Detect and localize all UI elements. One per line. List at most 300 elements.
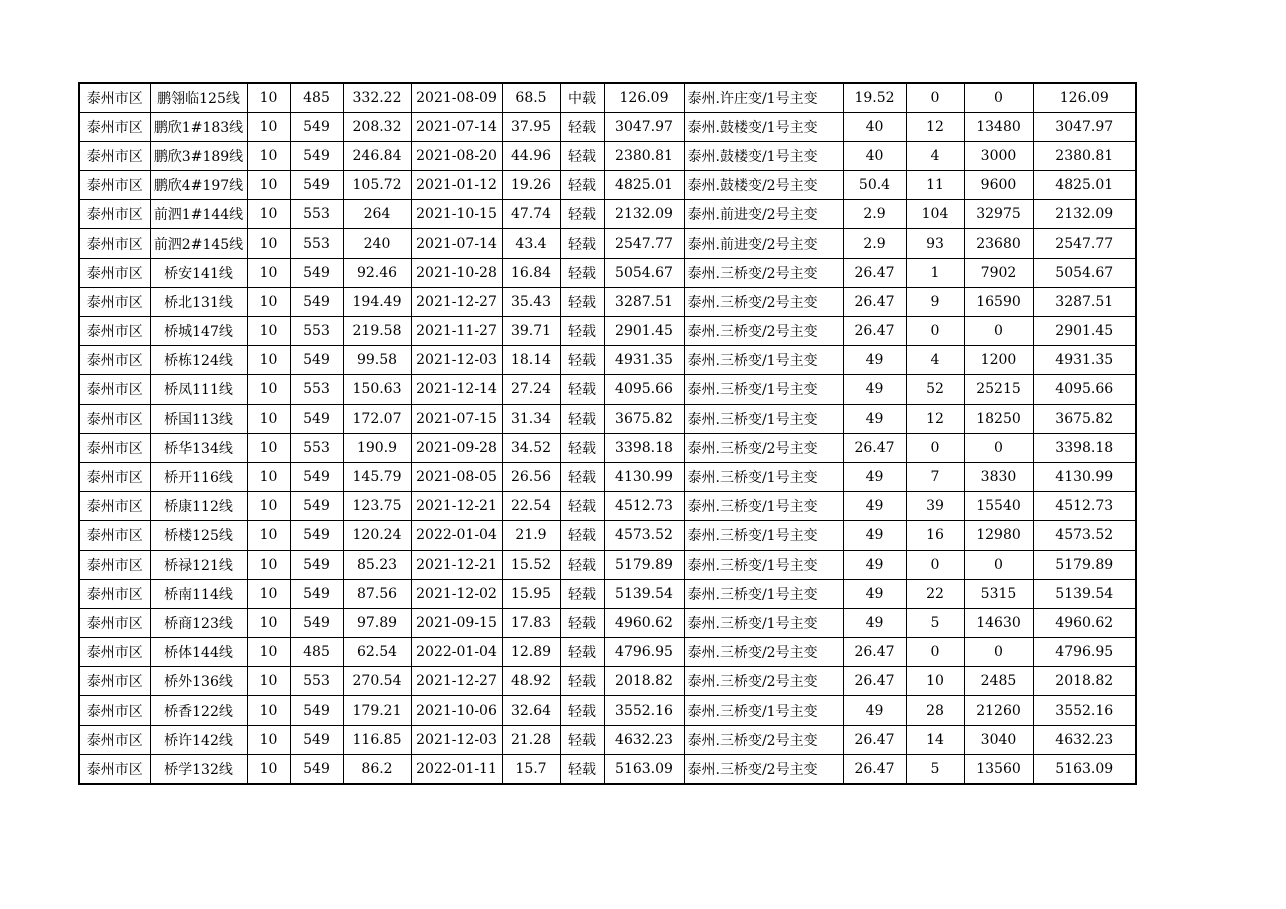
cell-line-name: 桥南114线 [150,579,247,608]
cell-region: 泰州市区 [79,608,150,637]
cell-load-rate: 15.7 [502,754,560,783]
cell-load-rate: 27.24 [502,375,560,404]
cell-transformer-load-rate: 26.47 [843,667,906,696]
cell-transformer-load-rate: 19.52 [843,83,906,112]
cell-remaining-capacity: 4796.95 [1033,638,1136,667]
cell-max-current: 92.46 [343,258,411,287]
cell-load-status: 轻载 [560,492,604,521]
cell-max-current: 120.24 [343,521,411,550]
table-row [79,287,1136,316]
cell-line-name: 桥国113线 [150,404,247,433]
cell-transformer-load-rate: 49 [843,579,906,608]
cell-installed-capacity: 3040 [964,725,1033,754]
cell-voltage: 10 [247,725,290,754]
cell-line-name: 鹏欣4#197线 [150,171,247,200]
cell-load-status: 轻载 [560,375,604,404]
cell-max-date: 2021-07-14 [411,229,502,258]
cell-installed-capacity: 25215 [964,375,1033,404]
cell-region: 泰州市区 [79,550,150,579]
cell-load-rate: 26.56 [502,462,560,491]
cell-available-capacity: 4931.35 [604,346,684,375]
cell-region: 泰州市区 [79,375,150,404]
cell-transformer-load-rate: 49 [843,404,906,433]
cell-transformer-load-rate: 50.4 [843,171,906,200]
cell-voltage: 10 [247,433,290,462]
cell-voltage: 10 [247,229,290,258]
cell-substation-transformer: 泰州.三桥变/1号主变 [684,579,843,608]
cell-installed-capacity: 0 [964,433,1033,462]
cell-available-capacity: 4960.62 [604,608,684,637]
cell-user-count: 28 [906,696,964,725]
cell-load-rate: 44.96 [502,141,560,170]
cell-voltage: 10 [247,375,290,404]
cell-installed-capacity: 0 [964,550,1033,579]
cell-available-capacity: 4130.99 [604,462,684,491]
cell-rated-current: 549 [290,492,343,521]
cell-substation-transformer: 泰州.三桥变/1号主变 [684,550,843,579]
cell-substation-transformer: 泰州.鼓楼变/1号主变 [684,112,843,141]
cell-region: 泰州市区 [79,462,150,491]
cell-load-status: 轻载 [560,229,604,258]
cell-remaining-capacity: 2547.77 [1033,229,1136,258]
cell-region: 泰州市区 [79,200,150,229]
cell-substation-transformer: 泰州.三桥变/1号主变 [684,521,843,550]
cell-region: 泰州市区 [79,346,150,375]
cell-rated-current: 549 [290,550,343,579]
cell-substation-transformer: 泰州.三桥变/1号主变 [684,404,843,433]
table-row [79,462,1136,491]
cell-max-current: 179.21 [343,696,411,725]
cell-user-count: 4 [906,141,964,170]
cell-load-status: 轻载 [560,346,604,375]
cell-available-capacity: 2018.82 [604,667,684,696]
cell-rated-current: 549 [290,608,343,637]
cell-max-date: 2021-07-14 [411,112,502,141]
cell-remaining-capacity: 4130.99 [1033,462,1136,491]
cell-region: 泰州市区 [79,433,150,462]
cell-load-rate: 18.14 [502,346,560,375]
cell-user-count: 5 [906,608,964,637]
cell-user-count: 0 [906,550,964,579]
cell-rated-current: 485 [290,83,343,112]
cell-voltage: 10 [247,521,290,550]
cell-load-rate: 22.54 [502,492,560,521]
cell-voltage: 10 [247,83,290,112]
cell-load-status: 轻载 [560,638,604,667]
cell-line-name: 桥学132线 [150,754,247,783]
cell-substation-transformer: 泰州.三桥变/1号主变 [684,696,843,725]
cell-load-rate: 43.4 [502,229,560,258]
cell-line-name: 前泗1#144线 [150,200,247,229]
cell-line-name: 桥体144线 [150,638,247,667]
cell-available-capacity: 3675.82 [604,404,684,433]
cell-user-count: 0 [906,433,964,462]
cell-user-count: 1 [906,258,964,287]
cell-user-count: 22 [906,579,964,608]
cell-load-status: 轻载 [560,667,604,696]
table-row [79,112,1136,141]
cell-installed-capacity: 9600 [964,171,1033,200]
cell-max-current: 270.54 [343,667,411,696]
cell-load-status: 轻载 [560,404,604,433]
cell-max-current: 172.07 [343,404,411,433]
cell-rated-current: 549 [290,696,343,725]
cell-load-rate: 15.95 [502,579,560,608]
cell-line-name: 桥凤111线 [150,375,247,404]
cell-region: 泰州市区 [79,579,150,608]
cell-load-rate: 31.34 [502,404,560,433]
table-row [79,346,1136,375]
cell-user-count: 16 [906,521,964,550]
cell-remaining-capacity: 3287.51 [1033,287,1136,316]
table-row [79,608,1136,637]
cell-line-name: 桥北131线 [150,287,247,316]
cell-region: 泰州市区 [79,258,150,287]
cell-substation-transformer: 泰州.三桥变/1号主变 [684,492,843,521]
cell-remaining-capacity: 3047.97 [1033,112,1136,141]
cell-max-current: 105.72 [343,171,411,200]
cell-load-status: 轻载 [560,317,604,346]
cell-user-count: 39 [906,492,964,521]
cell-rated-current: 549 [290,579,343,608]
cell-voltage: 10 [247,346,290,375]
cell-line-name: 桥康112线 [150,492,247,521]
cell-installed-capacity: 32975 [964,200,1033,229]
cell-transformer-load-rate: 49 [843,608,906,637]
cell-line-name: 鹏欣3#189线 [150,141,247,170]
cell-remaining-capacity: 2018.82 [1033,667,1136,696]
cell-installed-capacity: 13480 [964,112,1033,141]
cell-remaining-capacity: 4512.73 [1033,492,1136,521]
table-row [79,521,1136,550]
cell-max-date: 2021-08-05 [411,462,502,491]
cell-remaining-capacity: 2132.09 [1033,200,1136,229]
cell-available-capacity: 2132.09 [604,200,684,229]
cell-voltage: 10 [247,317,290,346]
cell-max-date: 2021-12-02 [411,579,502,608]
cell-rated-current: 553 [290,200,343,229]
cell-load-rate: 12.89 [502,638,560,667]
table-row [79,696,1136,725]
cell-load-rate: 32.64 [502,696,560,725]
cell-voltage: 10 [247,258,290,287]
cell-installed-capacity: 0 [964,83,1033,112]
cell-substation-transformer: 泰州.三桥变/1号主变 [684,608,843,637]
cell-max-date: 2021-12-27 [411,667,502,696]
cell-available-capacity: 5139.54 [604,579,684,608]
table-row [79,638,1136,667]
cell-installed-capacity: 13560 [964,754,1033,783]
cell-remaining-capacity: 4573.52 [1033,521,1136,550]
cell-line-name: 桥禄121线 [150,550,247,579]
cell-load-status: 轻载 [560,200,604,229]
cell-region: 泰州市区 [79,112,150,141]
cell-max-current: 264 [343,200,411,229]
cell-user-count: 4 [906,346,964,375]
cell-voltage: 10 [247,754,290,783]
cell-max-current: 332.22 [343,83,411,112]
cell-rated-current: 549 [290,462,343,491]
cell-region: 泰州市区 [79,725,150,754]
cell-region: 泰州市区 [79,492,150,521]
cell-load-status: 轻载 [560,550,604,579]
cell-transformer-load-rate: 26.47 [843,317,906,346]
cell-transformer-load-rate: 49 [843,492,906,521]
cell-line-name: 桥香122线 [150,696,247,725]
cell-available-capacity: 126.09 [604,83,684,112]
cell-max-current: 194.49 [343,287,411,316]
cell-voltage: 10 [247,608,290,637]
cell-region: 泰州市区 [79,638,150,667]
cell-substation-transformer: 泰州.三桥变/2号主变 [684,725,843,754]
cell-transformer-load-rate: 26.47 [843,287,906,316]
cell-max-date: 2021-10-06 [411,696,502,725]
cell-load-status: 轻载 [560,112,604,141]
cell-load-status: 轻载 [560,433,604,462]
cell-max-date: 2021-12-03 [411,346,502,375]
cell-remaining-capacity: 4632.23 [1033,725,1136,754]
table-row [79,200,1136,229]
cell-transformer-load-rate: 26.47 [843,725,906,754]
cell-voltage: 10 [247,141,290,170]
cell-load-status: 轻载 [560,696,604,725]
cell-voltage: 10 [247,550,290,579]
cell-installed-capacity: 0 [964,638,1033,667]
cell-region: 泰州市区 [79,696,150,725]
table-row [79,667,1136,696]
cell-voltage: 10 [247,638,290,667]
cell-remaining-capacity: 4825.01 [1033,171,1136,200]
cell-remaining-capacity: 4931.35 [1033,346,1136,375]
cell-installed-capacity: 2485 [964,667,1033,696]
table-row [79,404,1136,433]
cell-max-current: 246.84 [343,141,411,170]
cell-load-rate: 17.83 [502,608,560,637]
cell-user-count: 104 [906,200,964,229]
cell-rated-current: 549 [290,171,343,200]
cell-transformer-load-rate: 40 [843,112,906,141]
cell-line-name: 桥开116线 [150,462,247,491]
cell-available-capacity: 2547.77 [604,229,684,258]
cell-available-capacity: 4796.95 [604,638,684,667]
cell-load-status: 轻载 [560,725,604,754]
cell-load-rate: 68.5 [502,83,560,112]
cell-installed-capacity: 12980 [964,521,1033,550]
cell-max-date: 2022-01-11 [411,754,502,783]
cell-rated-current: 549 [290,404,343,433]
cell-max-date: 2021-10-28 [411,258,502,287]
cell-max-current: 145.79 [343,462,411,491]
cell-user-count: 14 [906,725,964,754]
cell-transformer-load-rate: 40 [843,141,906,170]
cell-substation-transformer: 泰州.前进变/2号主变 [684,229,843,258]
cell-max-current: 150.63 [343,375,411,404]
cell-available-capacity: 4095.66 [604,375,684,404]
cell-rated-current: 549 [290,258,343,287]
cell-user-count: 10 [906,667,964,696]
cell-user-count: 52 [906,375,964,404]
cell-load-rate: 21.28 [502,725,560,754]
cell-max-current: 86.2 [343,754,411,783]
table-body [79,83,1136,784]
cell-max-current: 116.85 [343,725,411,754]
cell-load-status: 轻载 [560,462,604,491]
cell-transformer-load-rate: 49 [843,462,906,491]
cell-rated-current: 553 [290,229,343,258]
cell-remaining-capacity: 2901.45 [1033,317,1136,346]
cell-remaining-capacity: 3398.18 [1033,433,1136,462]
cell-max-date: 2021-12-21 [411,492,502,521]
cell-substation-transformer: 泰州.三桥变/1号主变 [684,462,843,491]
cell-max-date: 2021-12-14 [411,375,502,404]
cell-load-rate: 35.43 [502,287,560,316]
table-row [79,725,1136,754]
cell-max-date: 2021-07-15 [411,404,502,433]
cell-installed-capacity: 14630 [964,608,1033,637]
cell-user-count: 0 [906,317,964,346]
data-table [78,82,1137,785]
cell-max-current: 62.54 [343,638,411,667]
cell-transformer-load-rate: 2.9 [843,200,906,229]
cell-line-name: 桥许142线 [150,725,247,754]
cell-rated-current: 549 [290,287,343,316]
cell-available-capacity: 2901.45 [604,317,684,346]
cell-max-date: 2021-09-15 [411,608,502,637]
cell-region: 泰州市区 [79,521,150,550]
cell-available-capacity: 5054.67 [604,258,684,287]
cell-available-capacity: 3287.51 [604,287,684,316]
cell-line-name: 桥华134线 [150,433,247,462]
cell-available-capacity: 2380.81 [604,141,684,170]
cell-substation-transformer: 泰州.三桥变/1号主变 [684,346,843,375]
cell-line-name: 桥安141线 [150,258,247,287]
cell-load-status: 轻载 [560,579,604,608]
cell-rated-current: 549 [290,112,343,141]
cell-user-count: 12 [906,404,964,433]
cell-substation-transformer: 泰州.三桥变/2号主变 [684,317,843,346]
cell-user-count: 0 [906,638,964,667]
cell-transformer-load-rate: 49 [843,521,906,550]
cell-user-count: 11 [906,171,964,200]
table-row [79,258,1136,287]
cell-substation-transformer: 泰州.三桥变/2号主变 [684,667,843,696]
cell-rated-current: 553 [290,667,343,696]
cell-load-status: 轻载 [560,608,604,637]
cell-rated-current: 549 [290,754,343,783]
cell-substation-transformer: 泰州.三桥变/1号主变 [684,375,843,404]
cell-available-capacity: 4512.73 [604,492,684,521]
cell-remaining-capacity: 5179.89 [1033,550,1136,579]
cell-remaining-capacity: 4960.62 [1033,608,1136,637]
cell-region: 泰州市区 [79,83,150,112]
cell-transformer-load-rate: 26.47 [843,638,906,667]
cell-available-capacity: 5179.89 [604,550,684,579]
cell-installed-capacity: 15540 [964,492,1033,521]
cell-rated-current: 549 [290,346,343,375]
cell-substation-transformer: 泰州.三桥变/2号主变 [684,433,843,462]
cell-voltage: 10 [247,579,290,608]
cell-region: 泰州市区 [79,404,150,433]
cell-line-name: 鹏欣1#183线 [150,112,247,141]
cell-available-capacity: 4632.23 [604,725,684,754]
cell-installed-capacity: 23680 [964,229,1033,258]
cell-max-current: 97.89 [343,608,411,637]
cell-max-date: 2021-10-15 [411,200,502,229]
cell-load-rate: 21.9 [502,521,560,550]
cell-voltage: 10 [247,462,290,491]
cell-user-count: 9 [906,287,964,316]
cell-installed-capacity: 5315 [964,579,1033,608]
cell-max-current: 85.23 [343,550,411,579]
cell-user-count: 12 [906,112,964,141]
cell-max-date: 2021-12-27 [411,287,502,316]
cell-region: 泰州市区 [79,229,150,258]
cell-transformer-load-rate: 49 [843,346,906,375]
cell-rated-current: 553 [290,433,343,462]
cell-max-current: 190.9 [343,433,411,462]
cell-remaining-capacity: 5139.54 [1033,579,1136,608]
cell-transformer-load-rate: 26.47 [843,754,906,783]
cell-load-rate: 47.74 [502,200,560,229]
cell-available-capacity: 4825.01 [604,171,684,200]
cell-substation-transformer: 泰州.许庄变/1号主变 [684,83,843,112]
cell-region: 泰州市区 [79,317,150,346]
cell-remaining-capacity: 4095.66 [1033,375,1136,404]
cell-load-rate: 19.26 [502,171,560,200]
cell-remaining-capacity: 2380.81 [1033,141,1136,170]
table-row [79,229,1136,258]
cell-max-date: 2021-12-21 [411,550,502,579]
cell-load-rate: 39.71 [502,317,560,346]
cell-max-date: 2021-01-12 [411,171,502,200]
cell-installed-capacity: 21260 [964,696,1033,725]
cell-substation-transformer: 泰州.三桥变/2号主变 [684,287,843,316]
cell-max-current: 99.58 [343,346,411,375]
cell-remaining-capacity: 5163.09 [1033,754,1136,783]
table-row [79,375,1136,404]
cell-line-name: 桥外136线 [150,667,247,696]
cell-remaining-capacity: 3675.82 [1033,404,1136,433]
cell-remaining-capacity: 5054.67 [1033,258,1136,287]
cell-load-rate: 37.95 [502,112,560,141]
cell-voltage: 10 [247,112,290,141]
cell-available-capacity: 3552.16 [604,696,684,725]
cell-voltage: 10 [247,287,290,316]
cell-substation-transformer: 泰州.三桥变/2号主变 [684,754,843,783]
cell-substation-transformer: 泰州.鼓楼变/2号主变 [684,171,843,200]
cell-line-name: 桥栋124线 [150,346,247,375]
cell-max-current: 240 [343,229,411,258]
cell-max-current: 87.56 [343,579,411,608]
cell-load-status: 轻载 [560,754,604,783]
cell-remaining-capacity: 126.09 [1033,83,1136,112]
cell-installed-capacity: 1200 [964,346,1033,375]
cell-max-date: 2021-09-28 [411,433,502,462]
cell-max-current: 123.75 [343,492,411,521]
cell-max-date: 2021-08-20 [411,141,502,170]
cell-transformer-load-rate: 49 [843,375,906,404]
cell-voltage: 10 [247,696,290,725]
cell-voltage: 10 [247,667,290,696]
cell-max-date: 2021-08-09 [411,83,502,112]
cell-user-count: 5 [906,754,964,783]
cell-voltage: 10 [247,492,290,521]
cell-line-name: 桥城147线 [150,317,247,346]
cell-line-name: 鹏翎临125线 [150,83,247,112]
cell-voltage: 10 [247,171,290,200]
cell-user-count: 93 [906,229,964,258]
cell-installed-capacity: 7902 [964,258,1033,287]
